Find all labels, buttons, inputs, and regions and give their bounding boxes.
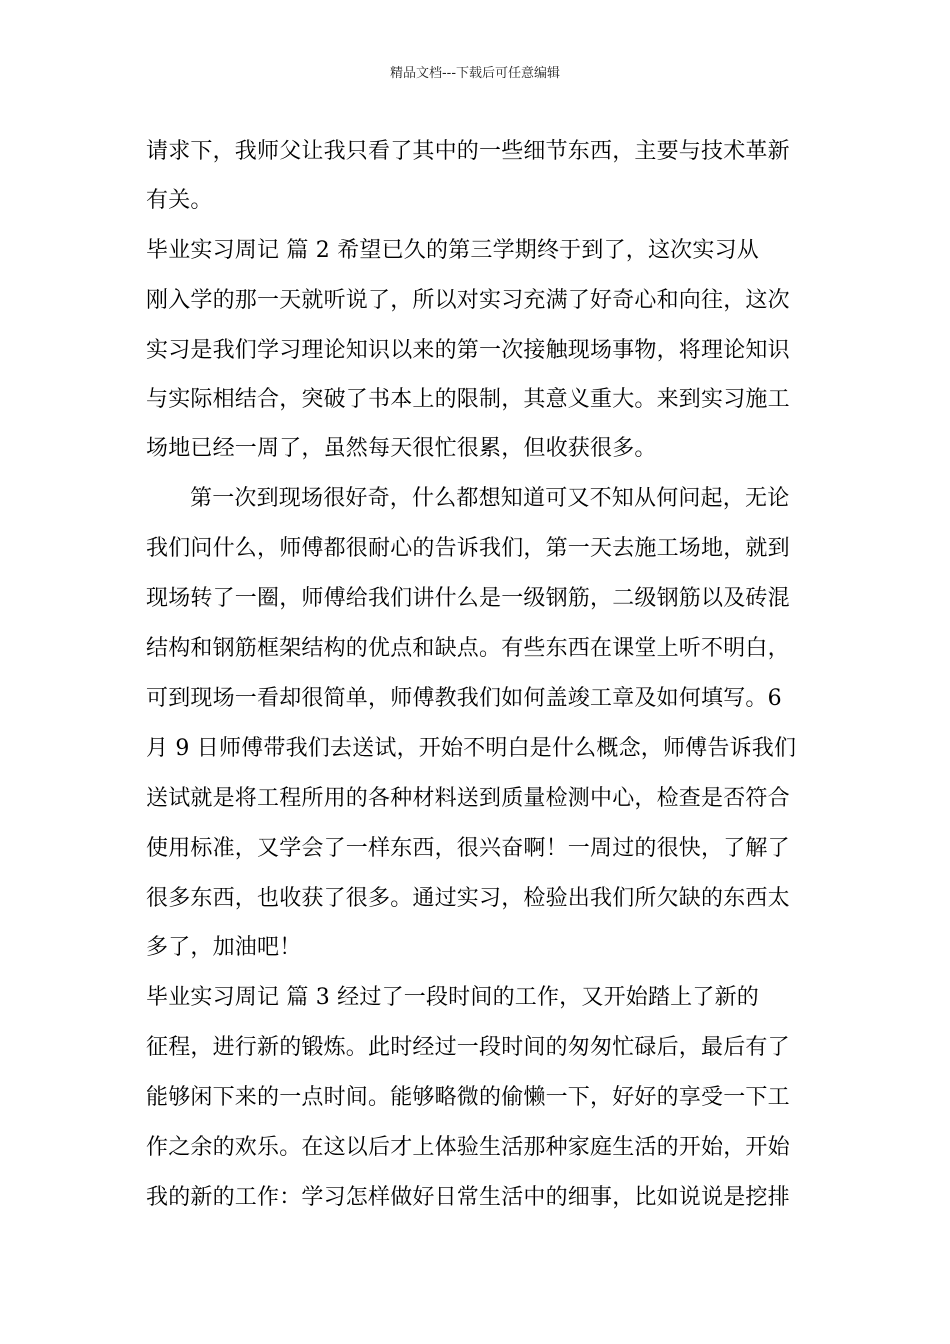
text-line: 有关。 [146,188,213,213]
text-line: 我们问什么，师傅都很耐心的告诉我们，第一天去施工场地，就到 [146,536,790,561]
page-header: 精品文档---下载后可任意编辑 [389,66,561,81]
text-line: 月 9 日师傅带我们去送试，开始不明白是什么概念，师傅告诉我们 [146,736,797,761]
text-line: 可到现场一看却很简单，师傅教我们如何盖竣工章及如何填写。6 [146,686,782,711]
text-line: 毕业实习周记 篇 2 希望已久的第三学期终于到了，这次实习从 [146,238,759,263]
text-line: 征程，进行新的锻炼。此时经过一段时间的匆匆忙碌后，最后有了 [146,1035,790,1060]
text-line: 实习是我们学习理论知识以来的第一次接触现场事物，将理论知识 [146,338,790,363]
text-line: 使用标准，又学会了一样东西，很兴奋啊！一周过的很快，了解了 [146,836,790,861]
text-line: 能够闲下来的一点时间。能够略微的偷懒一下，好好的享受一下工 [146,1085,790,1110]
text-line: 请求下，我师父让我只看了其中的一些细节东西，主要与技术革新 [146,139,790,164]
text-line: 毕业实习周记 篇 3 经过了一段时间的工作，又开始踏上了新的 [146,985,759,1010]
text-line: 第一次到现场很好奇，什么都想知道可又不知从何问起，无论 [190,486,790,511]
text-line: 多了，加油吧！ [146,935,302,960]
text-line: 很多东西，也收获了很多。通过实习，检验出我们所欠缺的东西太 [146,886,790,911]
text-line: 作之余的欢乐。在这以后才上体验生活那种家庭生活的开始，开始 [146,1135,790,1160]
text-line: 与实际相结合，突破了书本上的限制，其意义重大。来到实习施工 [146,387,790,412]
text-line: 现场转了一圈，师傅给我们讲什么是一级钢筋，二级钢筋以及砖混 [146,586,790,611]
text-line: 我的新的工作：学习怎样做好日常生活中的细事，比如说说是挖排 [146,1185,790,1210]
text-line: 刚入学的那一天就听说了，所以对实习充满了好奇心和向往，这次 [146,288,790,313]
text-line: 结构和钢筋框架结构的优点和缺点。有些东西在课堂上听不明白， [146,636,790,661]
text-line: 送试就是将工程所用的各种材料送到质量检测中心，检查是否符合 [146,786,790,811]
text-line: 场地已经一周了，虽然每天很忙很累，但收获很多。 [146,436,657,461]
